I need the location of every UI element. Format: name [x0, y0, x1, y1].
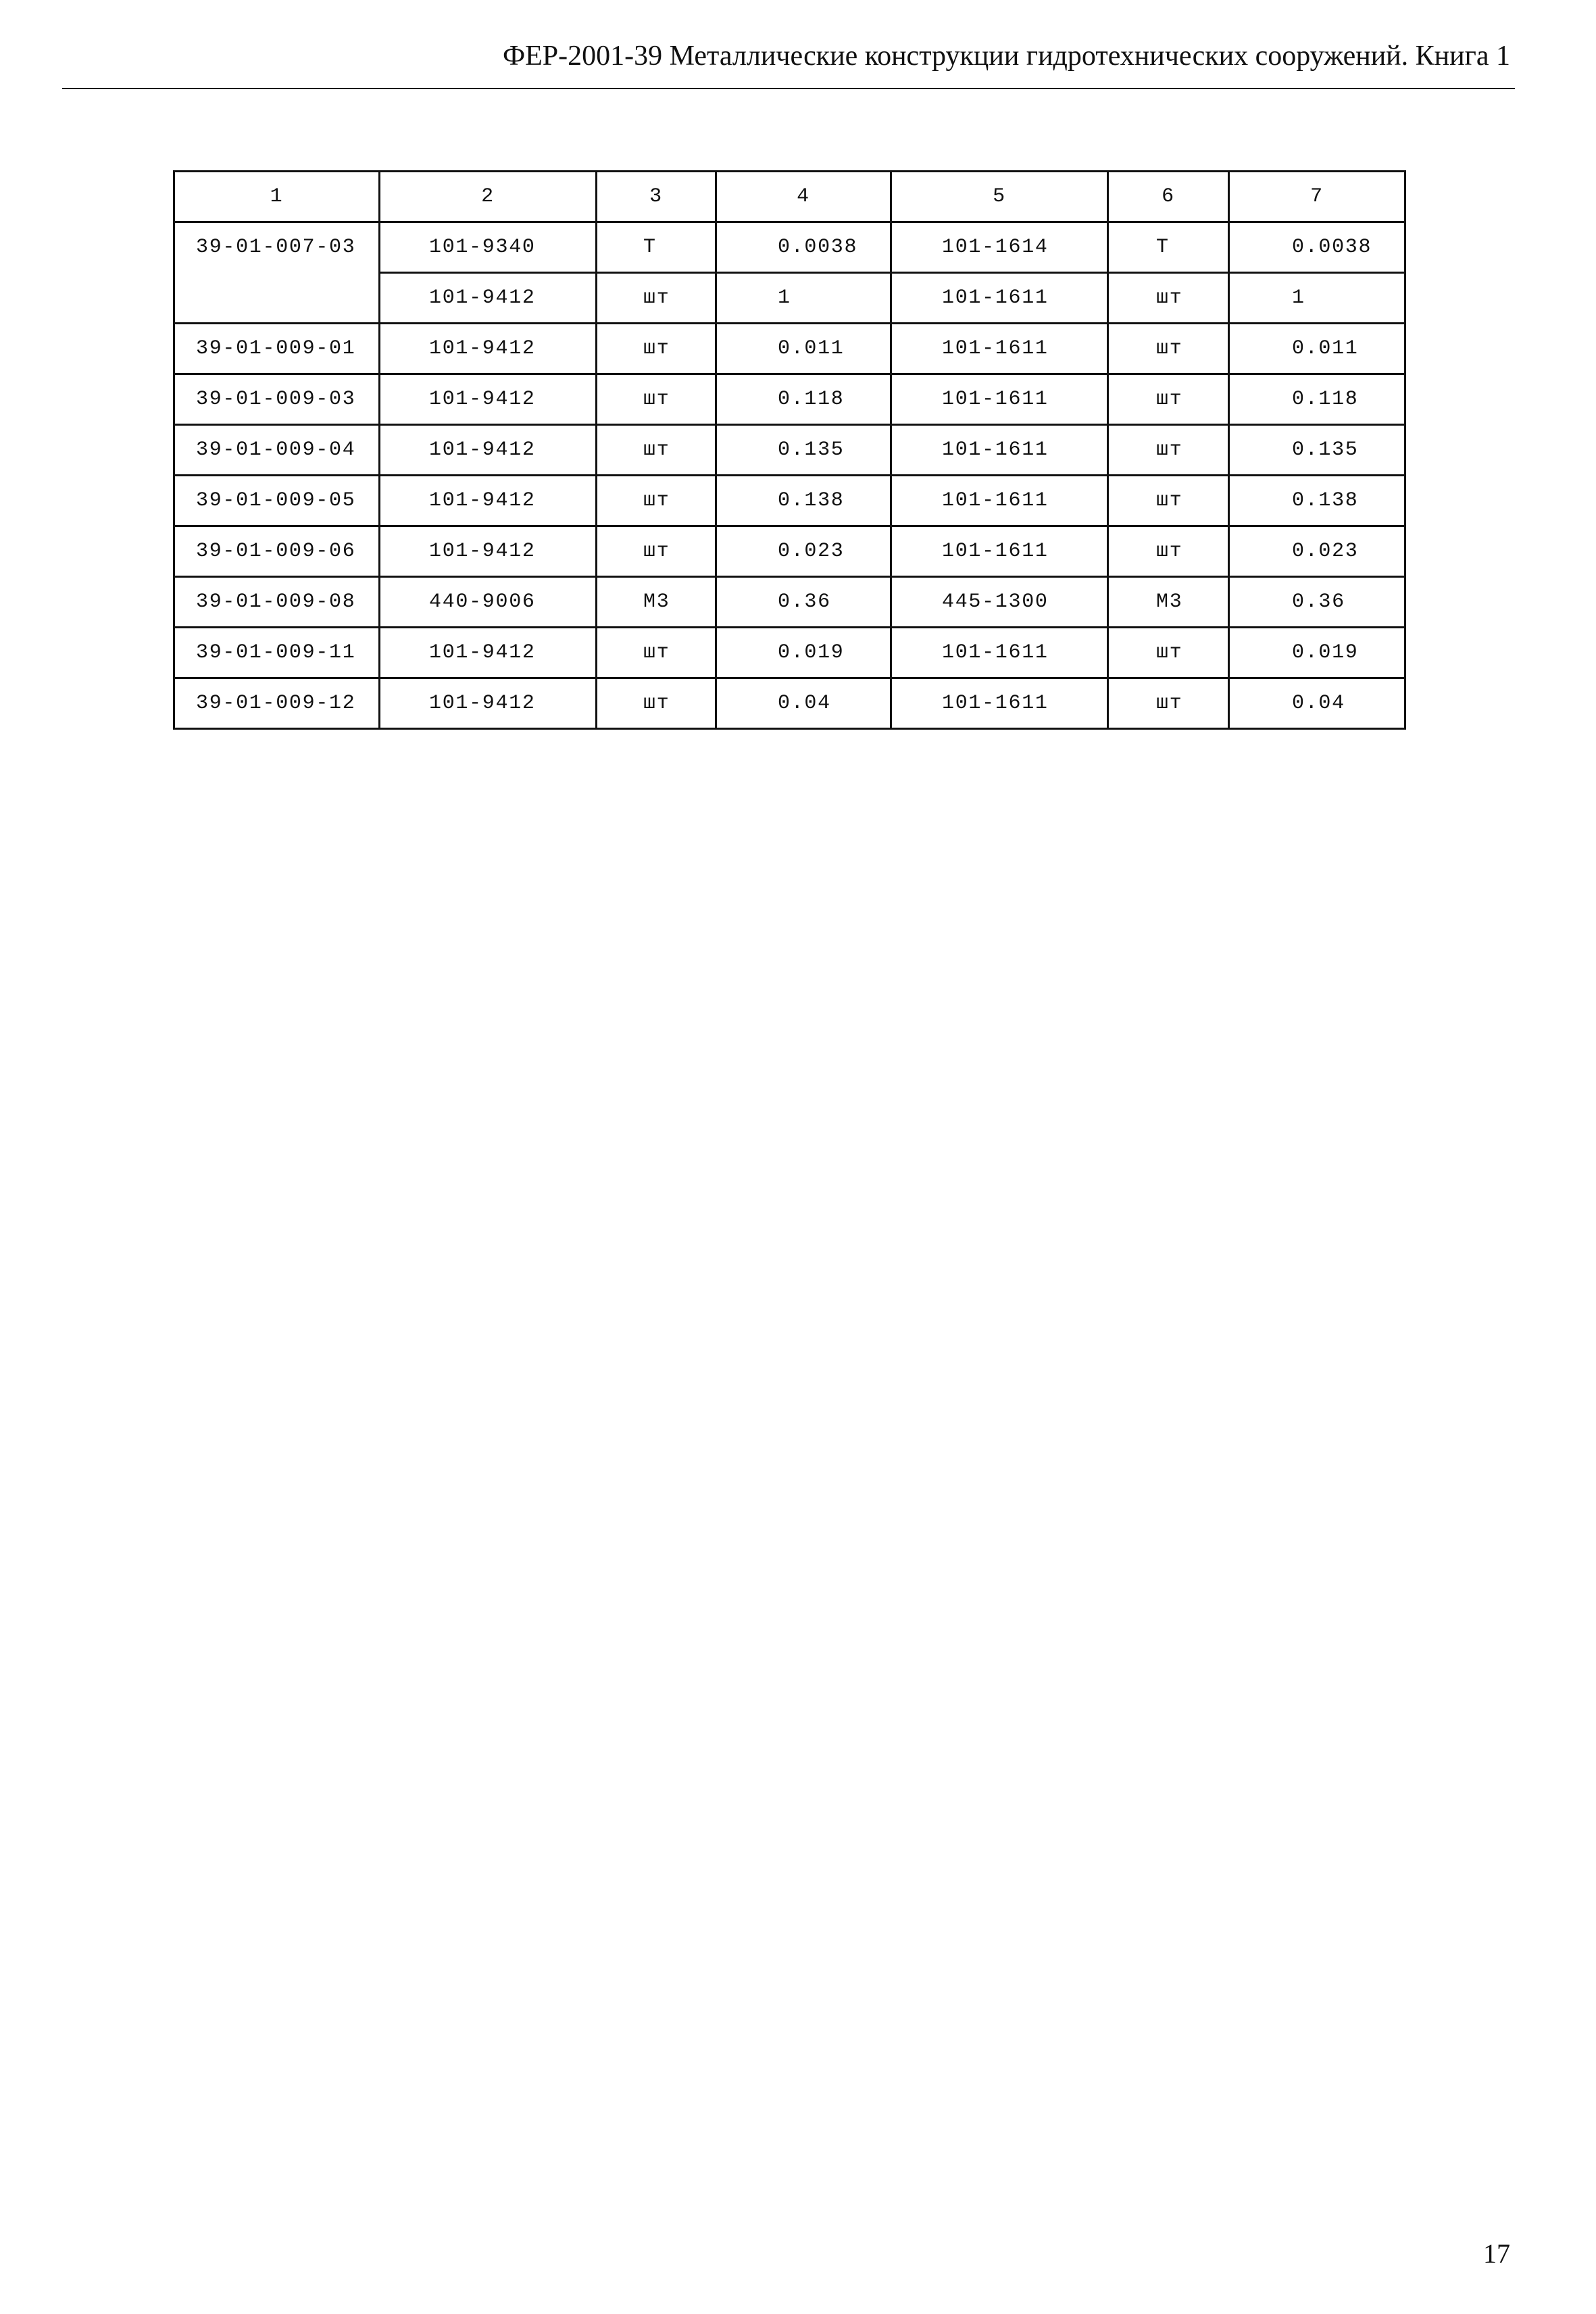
column-header: 6: [1108, 172, 1229, 222]
row-code-cell: 39-01-009-12: [174, 678, 380, 729]
quantity-cell: 0.019: [716, 628, 891, 678]
unit-cell: шт: [597, 273, 716, 324]
replacement-code-cell: 101-1611: [891, 628, 1108, 678]
row-code-cell: 39-01-009-06: [174, 526, 380, 577]
replacement-code-cell: 101-1611: [891, 526, 1108, 577]
column-header: 1: [174, 172, 380, 222]
unit-cell: шт: [597, 526, 716, 577]
resource-code-cell: 101-9412: [380, 374, 597, 425]
table-row: [174, 526, 1405, 577]
unit-cell: М3: [597, 577, 716, 628]
column-header: 7: [1229, 172, 1405, 222]
replacement-quantity-cell: 0.019: [1229, 628, 1405, 678]
replacement-quantity-cell: 0.0038: [1229, 222, 1405, 273]
row-code-cell: 39-01-009-03: [174, 374, 380, 425]
resource-code-cell: 101-9412: [380, 425, 597, 476]
replacement-quantity-cell: 0.04: [1229, 678, 1405, 729]
column-header: 5: [891, 172, 1108, 222]
replacement-code-cell: 101-1611: [891, 425, 1108, 476]
row-code-cell: 39-01-009-04: [174, 425, 380, 476]
quantity-cell: 0.118: [716, 374, 891, 425]
resource-code-cell: 101-9412: [380, 678, 597, 729]
resource-code-cell: 101-9340: [380, 222, 597, 273]
table-row: [174, 425, 1405, 476]
quantity-cell: 0.135: [716, 425, 891, 476]
replacement-quantity-cell: 0.135: [1229, 425, 1405, 476]
quantity-cell: 0.011: [716, 324, 891, 374]
resource-code-cell: 440-9006: [380, 577, 597, 628]
replacement-unit-cell: Т: [1108, 222, 1229, 273]
unit-cell: шт: [597, 374, 716, 425]
table-row: [174, 577, 1405, 628]
unit-cell: шт: [597, 678, 716, 729]
replacement-quantity-cell: 0.023: [1229, 526, 1405, 577]
unit-cell: Т: [597, 222, 716, 273]
replacement-code-cell: 101-1614: [891, 222, 1108, 273]
title-underline: [62, 88, 1515, 89]
replacement-unit-cell: шт: [1108, 374, 1229, 425]
row-code-cell: 39-01-009-01: [174, 324, 380, 374]
column-header: 2: [380, 172, 597, 222]
replacement-unit-cell: шт: [1108, 678, 1229, 729]
row-code-cell: 39-01-009-11: [174, 628, 380, 678]
quantity-cell: 0.138: [716, 476, 891, 526]
replacement-unit-cell: М3: [1108, 577, 1229, 628]
resource-code-cell: 101-9412: [380, 273, 597, 324]
unit-cell: шт: [597, 628, 716, 678]
page-number: 17: [1483, 2238, 1510, 2269]
replacement-code-cell: 445-1300: [891, 577, 1108, 628]
replacement-unit-cell: шт: [1108, 476, 1229, 526]
table-row: [174, 222, 1405, 273]
replacement-code-cell: 101-1611: [891, 374, 1108, 425]
replacement-unit-cell: шт: [1108, 425, 1229, 476]
table-header-row: [174, 172, 1405, 222]
norms-table: [173, 170, 1406, 730]
quantity-cell: 0.0038: [716, 222, 891, 273]
unit-cell: шт: [597, 476, 716, 526]
replacement-code-cell: 101-1611: [891, 476, 1108, 526]
quantity-cell: 0.36: [716, 577, 891, 628]
replacement-quantity-cell: 1: [1229, 273, 1405, 324]
table-row: [174, 324, 1405, 374]
replacement-quantity-cell: 0.118: [1229, 374, 1405, 425]
replacement-unit-cell: шт: [1108, 526, 1229, 577]
resource-code-cell: 101-9412: [380, 526, 597, 577]
table-row: [174, 678, 1405, 729]
replacement-quantity-cell: 0.36: [1229, 577, 1405, 628]
replacement-unit-cell: шт: [1108, 324, 1229, 374]
replacement-unit-cell: шт: [1108, 628, 1229, 678]
table-row: [174, 628, 1405, 678]
resource-code-cell: 101-9412: [380, 476, 597, 526]
resource-code-cell: 101-9412: [380, 324, 597, 374]
resource-code-cell: 101-9412: [380, 628, 597, 678]
row-code-cell: 39-01-009-05: [174, 476, 380, 526]
table-row: [174, 476, 1405, 526]
replacement-code-cell: 101-1611: [891, 678, 1108, 729]
row-code-cell: 39-01-009-08: [174, 577, 380, 628]
quantity-cell: 0.023: [716, 526, 891, 577]
row-code-cell: 39-01-007-03: [174, 222, 380, 324]
document-title: ФЕР-2001-39 Металлические конструкции гидротехнических сооружений. Книга 1: [502, 41, 1510, 72]
replacement-quantity-cell: 0.138: [1229, 476, 1405, 526]
table-row: [174, 374, 1405, 425]
unit-cell: шт: [597, 425, 716, 476]
replacement-code-cell: 101-1611: [891, 273, 1108, 324]
replacement-quantity-cell: 0.011: [1229, 324, 1405, 374]
unit-cell: шт: [597, 324, 716, 374]
quantity-cell: 0.04: [716, 678, 891, 729]
replacement-code-cell: 101-1611: [891, 324, 1108, 374]
column-header: 3: [597, 172, 716, 222]
replacement-unit-cell: шт: [1108, 273, 1229, 324]
quantity-cell: 1: [716, 273, 891, 324]
column-header: 4: [716, 172, 891, 222]
